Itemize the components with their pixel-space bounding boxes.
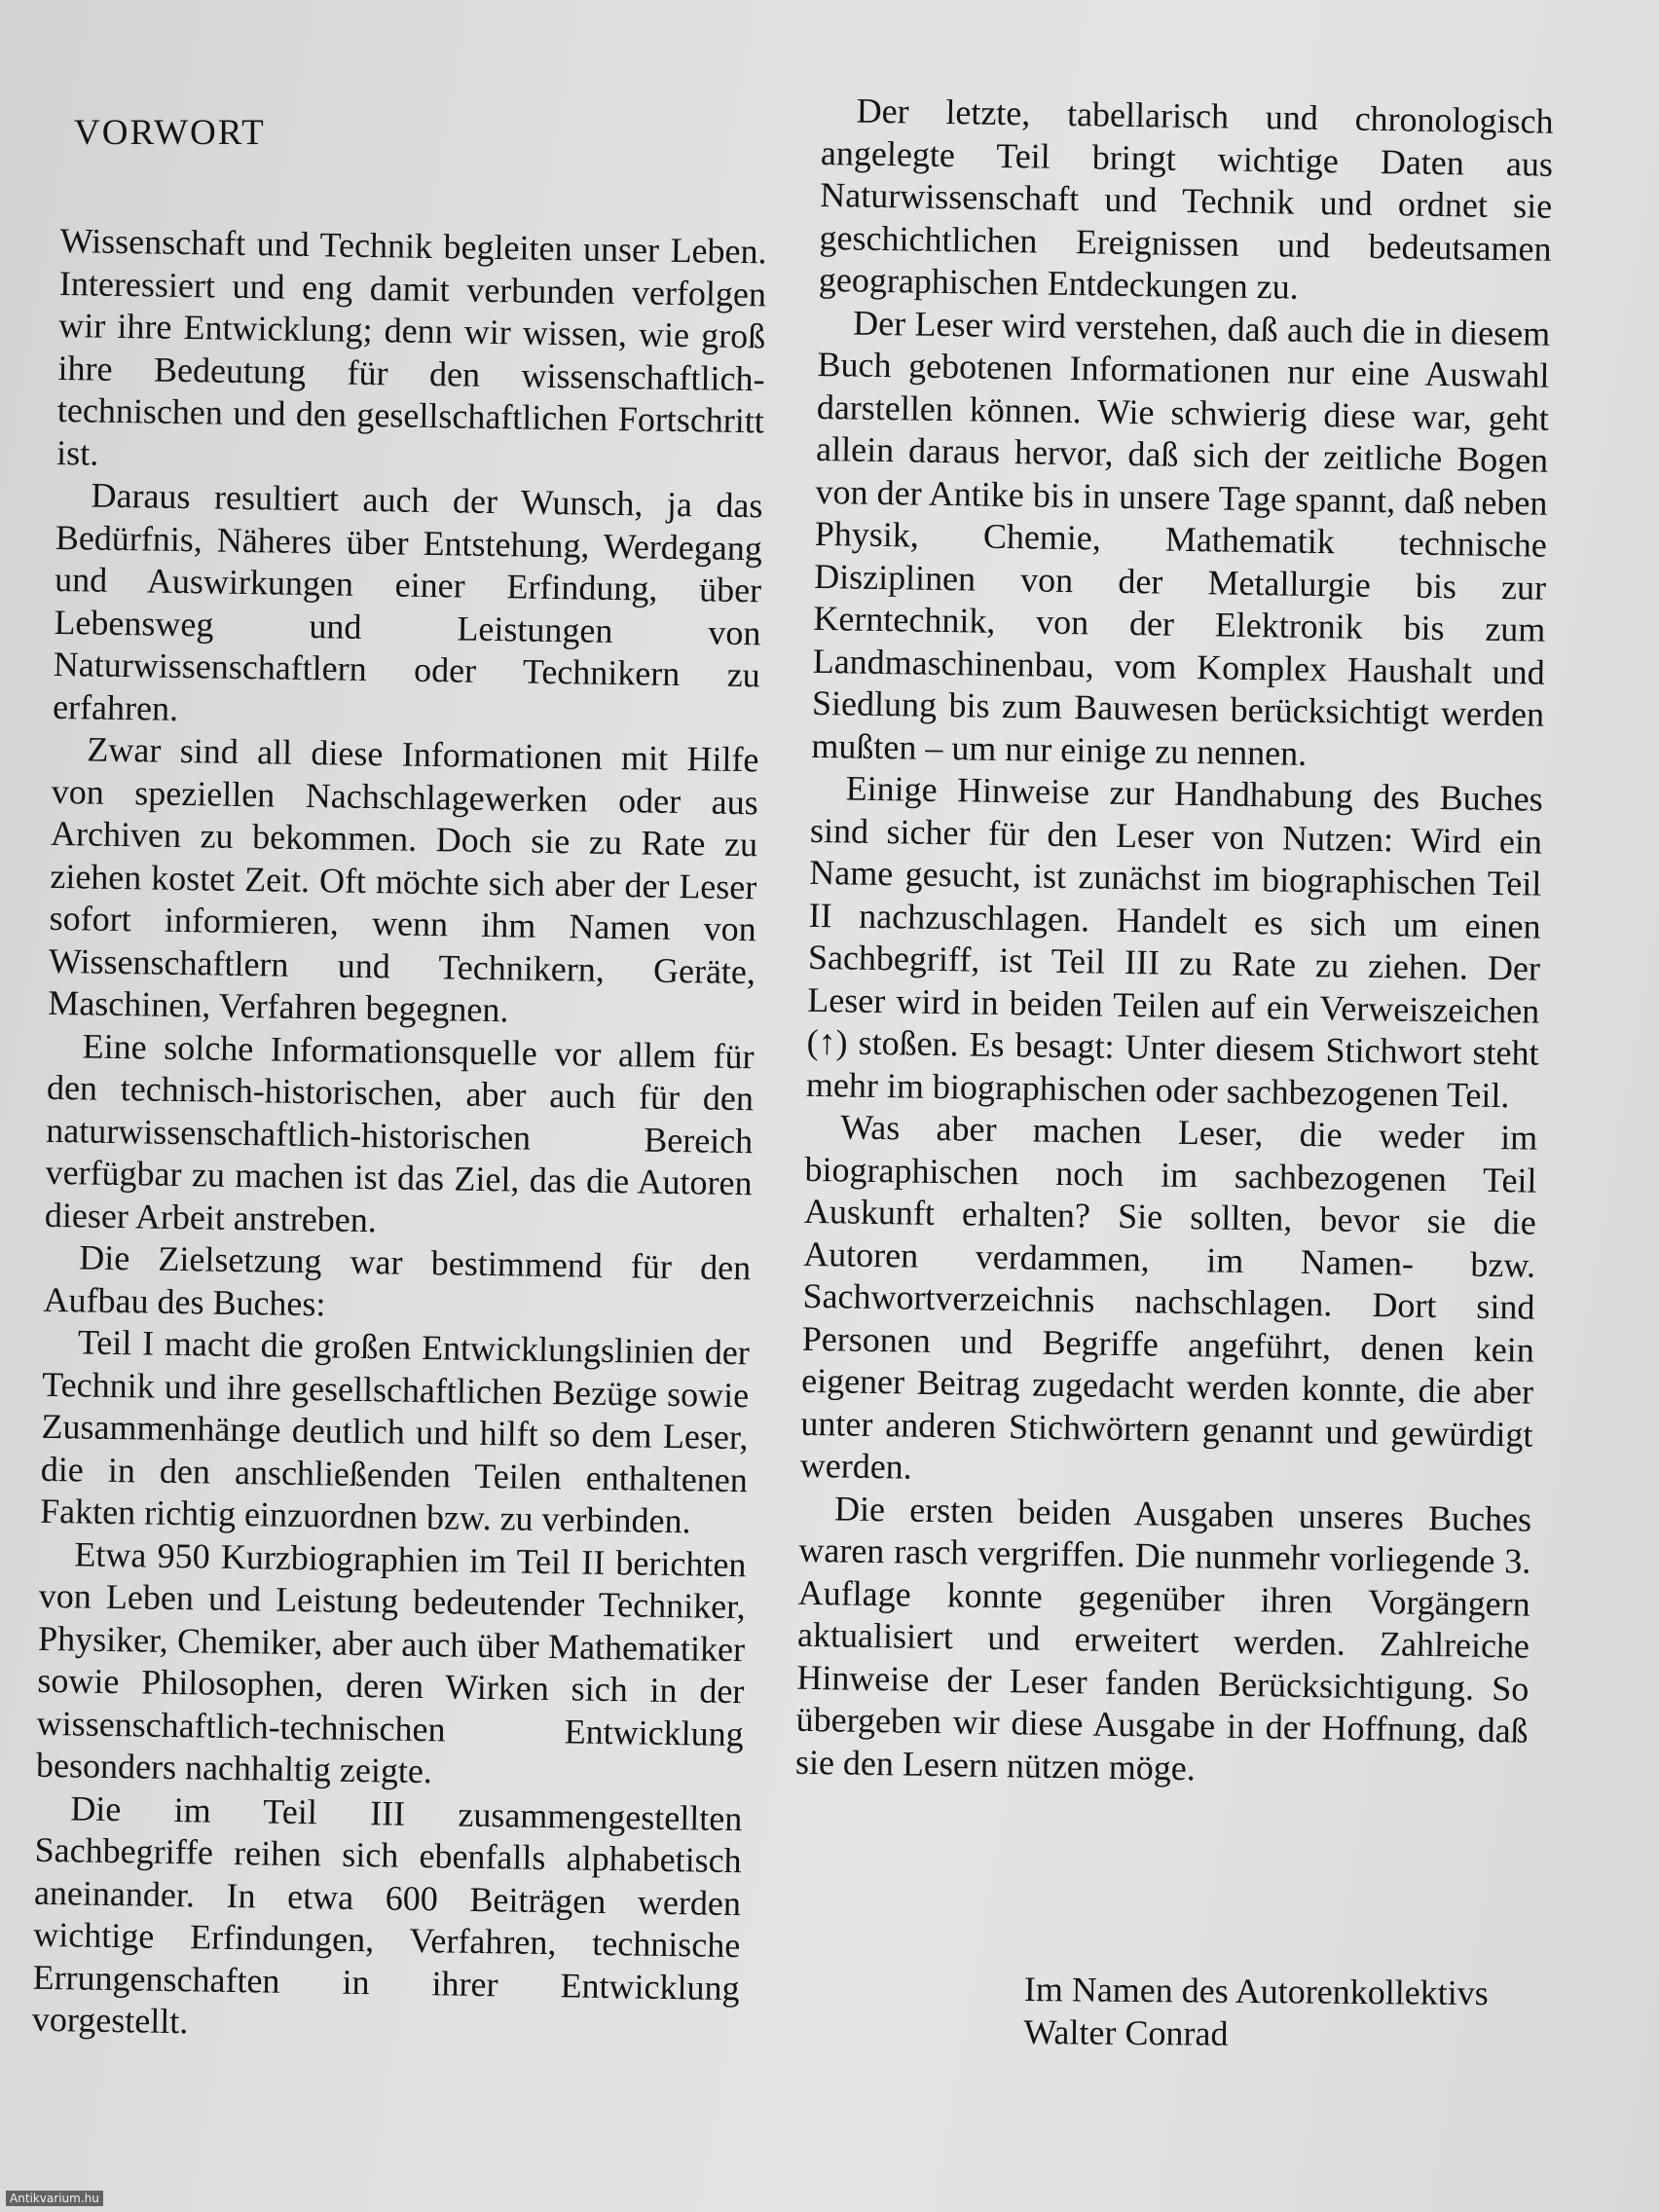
- paragraph: Was aber machen Leser, die weder im biographischen noch im sachbezogenen Teil Auskunft erhalten? Sie sollten, bevor sie die Autoren verdammen, im Namen- bzw. Sachwortverzeichnis nachschlagen. Dort sind Personen und Begriffe angeführt, denen kein eigener Beitrag zugedacht werden konnte, die aber unter anderen Stichwörtern genannt und gewürdigt werden.: [799, 1107, 1538, 1487]
- paragraph: Zwar sind all diese Informationen mit Hilfe von speziellen Nachschlagewerken oder aus Archiven zu bekommen. Doch sie zu Rate zu ziehen kostet Zeit. Oft möchte sich aber der Leser sofort informieren, wenn ihm Namen von Wissenschaftlern und Technikern, Geräte, Maschinen, Verfahren begegnen.: [48, 729, 759, 1030]
- paragraph: Die ersten beiden Ausgaben unseres Buches waren rasch vergriffen. Die nunmehr vorliegende 3. Auflage konnte gegenüber ihren Vorgängern aktualisiert und erweitert werden. Zahlreiche Hinweise der Leser fanden Berücksichtigung. So übergeben wir diese Ausgabe in der Hoffnung, daß sie den Lesern nützen möge.: [794, 1488, 1532, 1788]
- paragraph: Teil I macht die großen Entwicklungslinien der Technik und ihre gesellschaftlichen Bezüge sowie Zusammenhänge deutlich und hilft so dem Leser, die in den anschließenden Teilen enthaltenen Fakten richtig einzuordnen bzw. zu verbinden.: [39, 1322, 751, 1541]
- paragraph: Daraus resultiert auch der Wunsch, ja das Bedürfnis, Näheres über Entstehung, Werdegang und Auswirkungen einer Erfindung, über Lebensweg und Leistungen von Naturwissenschaftlern oder Technikern zu erfahren.: [52, 475, 763, 728]
- watermark: Antikvarium.hu: [6, 2191, 103, 2206]
- left-column: [32, 220, 767, 2052]
- paragraph: Die im Teil III zusammengestellten Sachbegriffe reihen sich ebenfalls alphabetisch aneinander. In etwa 600 Beiträgen werden wichtige Erfindungen, Verfahren, technische Errungenschaften in ihrer Entwicklung vorgestellt.: [31, 1788, 743, 2042]
- paragraph: Einige Hinweise zur Handhabung des Buches sind sicher für den Leser von Nutzen: Wird ein Name gesucht, ist zunächst im biographischen Teil II nachzuschlagen. Handelt es sich um einen Sachbegriff, ist Teil III zu Rate zu ziehen. Der Leser wird in beiden Teilen auf ein Verweiszeichen (↑) stoßen. Es besagt: Unter diesem Stichwort steht mehr im biographischen oder sachbezogenen Teil.: [805, 768, 1543, 1115]
- signature-block: [1023, 1969, 1489, 2057]
- paragraph: Wissenschaft und Technik begleiten unser Leben. Interessiert und eng damit verbunden verfolgen wir ihre Entwicklung; denn wir wissen, wie groß ihre Bedeutung für den wissenschaftlich-technischen und den gesellschaftlichen Fortschritt ist.: [55, 220, 767, 473]
- signature-name: Walter Conrad: [1023, 2011, 1229, 2053]
- page-title: VORWORT: [74, 113, 266, 153]
- paragraph: Eine solche Informationsquelle vor allem für den technisch-historischen, aber auch für den naturwissenschaftlich-historischen Bereich verfügbar zu machen ist das Ziel, das die Autoren dieser Arbeit anstreben.: [44, 1025, 755, 1239]
- paragraph: Die Zielsetzung war bestimmend für den Aufbau des Buches:: [43, 1237, 752, 1323]
- paragraph: Der Leser wird verstehen, daß auch die in diesem Buch gebotenen Informationen nur eine Auswahl darstellen können. Wie schwierig diese war, geht allein daraus hervor, daß sich der zeitliche Bogen von der Antike bis in unsere Tage spannt, daß neben Physik, Chemie, Mathematik technische Disziplinen von der Metallurgie bis zur Kerntechnik, von der Elektronik bis zum Landmaschinenbau, vom Komplex Haushalt und Siedlung bis zum Bauwesen berücksichtigt werden mußten – um nur einige zu nennen.: [811, 303, 1551, 773]
- paragraph: Etwa 950 Kurzbiographien im Teil II berichten von Leben und Leistung bedeutender Techniker, Physiker, Chemiker, aber auch über Mathematiker sowie Philosophen, deren Wirken sich in der wissenschaftlich-technischen Entwicklung besonders nachhaltig zeigte.: [35, 1533, 747, 1791]
- signature-line: Im Namen des Autorenkollektivs: [1023, 1970, 1489, 2013]
- paragraph: Der letzte, tabellarisch und chronologisch angelegte Teil bringt wichtige Daten aus Naturwissenschaft und Technik und ordnet sie geschichtlichen Ereignissen und bedeutsamen geographischen Entdeckungen zu.: [818, 91, 1554, 307]
- right-column: [795, 90, 1554, 1795]
